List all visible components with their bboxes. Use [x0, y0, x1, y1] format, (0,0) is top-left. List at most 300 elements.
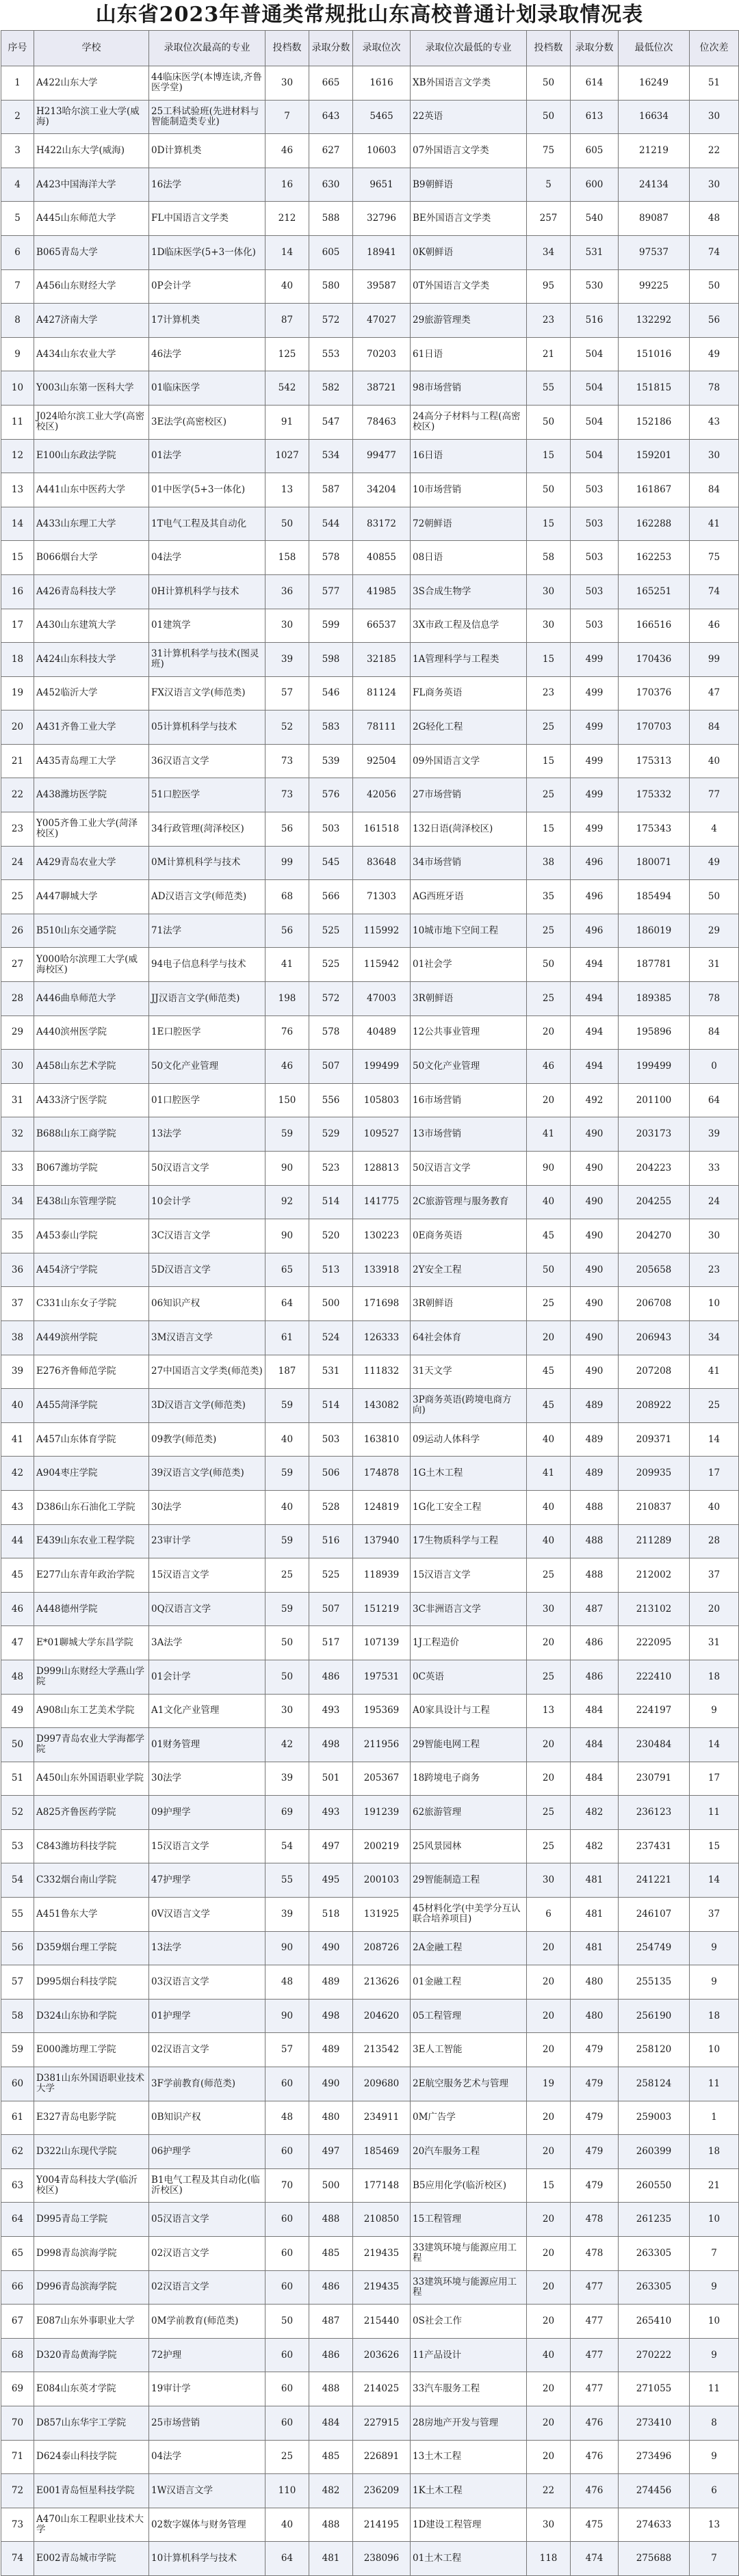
low-rank-cell: 170376 — [619, 676, 690, 711]
top-count-cell: 150 — [265, 1083, 309, 1117]
top-major-cell: 10会计学 — [149, 1185, 265, 1219]
row-index-cell: 73 — [1, 2508, 34, 2542]
low-count-cell: 20 — [527, 2440, 571, 2474]
low-major-cell: A0家具设计与工程 — [411, 1694, 527, 1728]
table-row — [1, 744, 739, 778]
row-index-cell: 2 — [1, 100, 34, 134]
school-name-cell: Y000哈尔滨理工大学(威海校区) — [34, 948, 149, 982]
top-rank-cell: 18941 — [353, 235, 411, 269]
low-major-cell: 62旅游管理 — [411, 1796, 527, 1830]
low-rank-cell: 261235 — [619, 2203, 690, 2237]
low-score-cell: 531 — [571, 235, 619, 269]
top-count-cell: 92 — [265, 1185, 309, 1219]
low-rank-cell: 263305 — [619, 2237, 690, 2271]
rank-diff-cell: 20 — [690, 1592, 739, 1626]
rank-diff-cell: 30 — [690, 168, 739, 202]
low-count-cell: 20 — [527, 1931, 571, 1965]
low-count-cell: 13 — [527, 1694, 571, 1728]
table-row — [1, 304, 739, 338]
school-name-cell: H422山东大学(威海) — [34, 134, 149, 168]
low-major-cell: 16市场营销 — [411, 1083, 527, 1117]
low-score-cell: 504 — [571, 337, 619, 371]
low-score-cell: 503 — [571, 609, 619, 643]
top-score-cell: 480 — [309, 2101, 353, 2135]
rank-diff-cell: 22 — [690, 134, 739, 168]
low-rank-cell: 236123 — [619, 1796, 690, 1830]
col-header-top-count: 投档数 — [265, 31, 309, 66]
top-score-cell: 489 — [309, 2033, 353, 2067]
low-score-cell: 484 — [571, 1762, 619, 1796]
row-index-cell: 24 — [1, 846, 34, 880]
rank-diff-cell: 49 — [690, 846, 739, 880]
low-score-cell: 484 — [571, 1694, 619, 1728]
low-score-cell: 499 — [571, 676, 619, 711]
top-score-cell: 486 — [309, 1660, 353, 1694]
top-major-cell: 02汉语言文学 — [149, 2270, 265, 2305]
table-row — [1, 1219, 739, 1253]
table-row — [1, 2406, 739, 2440]
top-rank-cell: 209680 — [353, 2067, 411, 2101]
school-name-cell: B688山东工商学院 — [34, 1117, 149, 1152]
top-rank-cell: 78111 — [353, 711, 411, 745]
row-index-cell: 59 — [1, 2033, 34, 2067]
top-rank-cell: 191239 — [353, 1796, 411, 1830]
low-rank-cell: 152186 — [619, 405, 690, 439]
top-score-cell: 507 — [309, 1592, 353, 1626]
top-count-cell: 40 — [265, 2508, 309, 2542]
low-rank-cell: 237431 — [619, 1829, 690, 1863]
low-rank-cell: 151815 — [619, 371, 690, 406]
top-count-cell: 42 — [265, 1728, 309, 1762]
row-index-cell: 8 — [1, 304, 34, 338]
low-rank-cell: 189385 — [619, 982, 690, 1016]
low-score-cell: 496 — [571, 880, 619, 914]
table-row — [1, 2203, 739, 2237]
school-name-cell: A448德州学院 — [34, 1592, 149, 1626]
school-name-cell: D999山东财经大学燕山学院 — [34, 1660, 149, 1694]
low-major-cell: 24高分子材料与工程(高密校区) — [411, 405, 527, 439]
row-index-cell: 62 — [1, 2135, 34, 2169]
school-name-cell: H213哈尔滨工业大学(威海) — [34, 100, 149, 134]
low-count-cell: 20 — [527, 2101, 571, 2135]
col-header-rank-diff: 位次差 — [690, 31, 739, 66]
school-name-cell: A430山东建筑大学 — [34, 609, 149, 643]
top-major-cell: 13法学 — [149, 1117, 265, 1152]
school-name-cell: A431齐鲁工业大学 — [34, 711, 149, 745]
top-count-cell: 55 — [265, 1863, 309, 1898]
top-rank-cell: 126333 — [353, 1320, 411, 1355]
low-rank-cell: 186019 — [619, 914, 690, 948]
top-major-cell: 05计算机科学与技术 — [149, 711, 265, 745]
top-count-cell: 90 — [265, 1152, 309, 1186]
low-count-cell: 20 — [527, 1965, 571, 2000]
row-index-cell: 5 — [1, 202, 34, 236]
low-rank-cell: 161867 — [619, 473, 690, 507]
low-count-cell: 15 — [527, 812, 571, 847]
top-count-cell: 60 — [265, 2203, 309, 2237]
top-rank-cell: 41985 — [353, 574, 411, 609]
row-index-cell: 39 — [1, 1355, 34, 1389]
top-major-cell: 3F学前教育(师范类) — [149, 2067, 265, 2101]
low-major-cell: 28房地产开发与管理 — [411, 2406, 527, 2440]
low-count-cell: 41 — [527, 1457, 571, 1491]
low-score-cell: 489 — [571, 1422, 619, 1457]
table-row — [1, 439, 739, 473]
top-rank-cell: 205367 — [353, 1762, 411, 1796]
low-major-cell: 13市场营销 — [411, 1117, 527, 1152]
table-row — [1, 1829, 739, 1863]
low-rank-cell: 187781 — [619, 948, 690, 982]
row-index-cell: 44 — [1, 1524, 34, 1558]
top-rank-cell: 234911 — [353, 2101, 411, 2135]
school-name-cell: B510山东交通学院 — [34, 914, 149, 948]
low-score-cell: 490 — [571, 1185, 619, 1219]
top-count-cell: 46 — [265, 134, 309, 168]
low-rank-cell: 165251 — [619, 574, 690, 609]
top-major-cell: 71法学 — [149, 914, 265, 948]
school-name-cell: A455菏泽学院 — [34, 1389, 149, 1423]
low-major-cell: 45材料化学(中美学分互认联合培养项目) — [411, 1898, 527, 1932]
top-score-cell: 507 — [309, 1050, 353, 1084]
low-major-cell: 05工程管理 — [411, 1999, 527, 2033]
low-major-cell: 61日语 — [411, 337, 527, 371]
top-count-cell: 125 — [265, 337, 309, 371]
table-row — [1, 1931, 739, 1965]
school-name-cell: D997青岛农业大学海都学院 — [34, 1728, 149, 1762]
rank-diff-cell: 17 — [690, 1457, 739, 1491]
table-row — [1, 1083, 739, 1117]
top-count-cell: 60 — [265, 2406, 309, 2440]
low-rank-cell: 263305 — [619, 2270, 690, 2305]
row-index-cell: 60 — [1, 2067, 34, 2101]
school-name-cell: E277山东青年政治学院 — [34, 1558, 149, 1593]
low-count-cell: 20 — [527, 2033, 571, 2067]
top-count-cell: 158 — [265, 541, 309, 575]
low-count-cell: 30 — [527, 574, 571, 609]
rank-diff-cell: 39 — [690, 1117, 739, 1152]
low-score-cell: 477 — [571, 2338, 619, 2372]
low-rank-cell: 180071 — [619, 846, 690, 880]
low-major-cell: 50文化产业管理 — [411, 1050, 527, 1084]
top-count-cell: 64 — [265, 1287, 309, 1321]
top-count-cell: 91 — [265, 405, 309, 439]
top-rank-cell: 66537 — [353, 609, 411, 643]
top-count-cell: 198 — [265, 982, 309, 1016]
rank-diff-cell: 11 — [690, 2067, 739, 2101]
school-name-cell: D324山东协和学院 — [34, 1999, 149, 2033]
col-header-top-score: 录取分数 — [309, 31, 353, 66]
low-score-cell: 479 — [571, 2135, 619, 2169]
low-count-cell: 15 — [527, 2168, 571, 2203]
low-score-cell: 516 — [571, 304, 619, 338]
low-count-cell: 30 — [527, 609, 571, 643]
row-index-cell: 6 — [1, 235, 34, 269]
top-rank-cell: 115942 — [353, 948, 411, 982]
top-major-cell: 13法学 — [149, 1931, 265, 1965]
low-count-cell: 40 — [527, 1524, 571, 1558]
rank-diff-cell: 21 — [690, 2168, 739, 2203]
low-score-cell: 496 — [571, 846, 619, 880]
top-rank-cell: 227915 — [353, 2406, 411, 2440]
top-count-cell: 542 — [265, 371, 309, 406]
low-rank-cell: 97537 — [619, 235, 690, 269]
row-index-cell: 23 — [1, 812, 34, 847]
low-major-cell: 09运动人体科学 — [411, 1422, 527, 1457]
table-row — [1, 269, 739, 304]
top-rank-cell: 203626 — [353, 2338, 411, 2372]
rank-diff-cell: 51 — [690, 66, 739, 101]
school-name-cell: E000潍坊理工学院 — [34, 2033, 149, 2067]
school-name-cell: D995青岛工学院 — [34, 2203, 149, 2237]
top-score-cell: 489 — [309, 1965, 353, 2000]
row-index-cell: 37 — [1, 1287, 34, 1321]
top-major-cell: 31计算机科学与技术(图灵班) — [149, 643, 265, 677]
top-count-cell: 99 — [265, 846, 309, 880]
top-rank-cell: 38721 — [353, 371, 411, 406]
top-score-cell: 588 — [309, 202, 353, 236]
low-rank-cell: 162288 — [619, 507, 690, 541]
top-count-cell: 76 — [265, 1015, 309, 1050]
top-rank-cell: 195369 — [353, 1694, 411, 1728]
low-rank-cell: 222410 — [619, 1660, 690, 1694]
top-rank-cell: 107139 — [353, 1626, 411, 1660]
low-rank-cell: 241221 — [619, 1863, 690, 1898]
rank-diff-cell: 25 — [690, 1389, 739, 1423]
top-major-cell: 1D临床医学(5+3一体化) — [149, 235, 265, 269]
school-name-cell: D320青岛黄海学院 — [34, 2338, 149, 2372]
low-score-cell: 478 — [571, 2203, 619, 2237]
top-rank-cell: 81124 — [353, 676, 411, 711]
table-row — [1, 2270, 739, 2305]
col-header-school: 学校 — [34, 31, 149, 66]
low-major-cell: 34市场营销 — [411, 846, 527, 880]
low-rank-cell: 175332 — [619, 778, 690, 812]
top-score-cell: 518 — [309, 1898, 353, 1932]
low-rank-cell: 162253 — [619, 541, 690, 575]
school-name-cell: A423中国海洋大学 — [34, 168, 149, 202]
rank-diff-cell: 15 — [690, 1829, 739, 1863]
col-header-low-rank: 最低位次 — [619, 31, 690, 66]
low-rank-cell: 246107 — [619, 1898, 690, 1932]
school-name-cell: A433山东理工大学 — [34, 507, 149, 541]
top-major-cell: 0H计算机科学与技术 — [149, 574, 265, 609]
top-score-cell: 556 — [309, 1083, 353, 1117]
row-index-cell: 49 — [1, 1694, 34, 1728]
low-major-cell: 1G土木工程 — [411, 1457, 527, 1491]
top-major-cell: 50汉语言文学 — [149, 1152, 265, 1186]
rank-diff-cell: 41 — [690, 507, 739, 541]
rank-diff-cell: 78 — [690, 982, 739, 1016]
row-index-cell: 47 — [1, 1626, 34, 1660]
low-major-cell: 3R朝鲜语 — [411, 982, 527, 1016]
top-count-cell: 16 — [265, 168, 309, 202]
top-count-cell: 90 — [265, 1931, 309, 1965]
low-major-cell: 3X市政工程及信息学 — [411, 609, 527, 643]
low-score-cell: 476 — [571, 2474, 619, 2508]
top-score-cell: 524 — [309, 1320, 353, 1355]
rank-diff-cell: 40 — [690, 1490, 739, 1524]
col-header-top-major: 录取位次最高的专业 — [149, 31, 265, 66]
top-rank-cell: 210850 — [353, 2203, 411, 2237]
low-rank-cell: 265410 — [619, 2305, 690, 2339]
low-score-cell: 488 — [571, 1490, 619, 1524]
row-index-cell: 63 — [1, 2168, 34, 2203]
low-rank-cell: 211289 — [619, 1524, 690, 1558]
low-major-cell: 15工程管理 — [411, 2203, 527, 2237]
school-name-cell: A453泰山学院 — [34, 1219, 149, 1253]
low-count-cell: 118 — [527, 2542, 571, 2576]
low-score-cell: 496 — [571, 914, 619, 948]
top-count-cell: 52 — [265, 711, 309, 745]
low-major-cell: 33建筑环境与能源应用工程 — [411, 2270, 527, 2305]
row-index-cell: 58 — [1, 1999, 34, 2033]
low-major-cell: 12公共事业管理 — [411, 1015, 527, 1050]
low-count-cell: 58 — [527, 541, 571, 575]
school-name-cell: E001青岛恒星科技学院 — [34, 2474, 149, 2508]
table-row — [1, 1524, 739, 1558]
top-major-cell: FL中国语言文学类 — [149, 202, 265, 236]
rank-diff-cell: 84 — [690, 473, 739, 507]
row-index-cell: 68 — [1, 2338, 34, 2372]
low-score-cell: 488 — [571, 1524, 619, 1558]
low-major-cell: 31天文学 — [411, 1355, 527, 1389]
school-name-cell: D322山东现代学院 — [34, 2135, 149, 2169]
top-rank-cell: 83172 — [353, 507, 411, 541]
school-name-cell: E087山东外事职业大学 — [34, 2305, 149, 2339]
low-major-cell: 08日语 — [411, 541, 527, 575]
top-rank-cell: 42056 — [353, 778, 411, 812]
row-index-cell: 16 — [1, 574, 34, 609]
low-major-cell: 01金融工程 — [411, 1965, 527, 2000]
top-major-cell: 02汉语言文学 — [149, 2033, 265, 2067]
low-major-cell: 64社会体育 — [411, 1320, 527, 1355]
top-count-cell: 68 — [265, 880, 309, 914]
low-rank-cell: 224197 — [619, 1694, 690, 1728]
low-major-cell: 2A金融工程 — [411, 1931, 527, 1965]
top-score-cell: 497 — [309, 1829, 353, 1863]
top-score-cell: 486 — [309, 2270, 353, 2305]
low-major-cell: B9朝鲜语 — [411, 168, 527, 202]
low-major-cell: 132日语(菏泽校区) — [411, 812, 527, 847]
low-rank-cell: 274456 — [619, 2474, 690, 2508]
top-score-cell: 513 — [309, 1253, 353, 1287]
low-count-cell: 50 — [527, 66, 571, 101]
low-count-cell: 20 — [527, 1015, 571, 1050]
top-major-cell: 02汉语言文学 — [149, 2237, 265, 2271]
top-count-cell: 212 — [265, 202, 309, 236]
top-count-cell: 41 — [265, 948, 309, 982]
top-major-cell: 25工科试验班(先进材料与智能制造类专业) — [149, 100, 265, 134]
table-row — [1, 1694, 739, 1728]
low-score-cell: 475 — [571, 2508, 619, 2542]
top-score-cell: 482 — [309, 2474, 353, 2508]
low-count-cell: 50 — [527, 100, 571, 134]
low-major-cell: 2E航空服务艺术与管理 — [411, 2067, 527, 2101]
top-major-cell: 02数字媒体与财务管理 — [149, 2508, 265, 2542]
row-index-cell: 33 — [1, 1152, 34, 1186]
rank-diff-cell: 28 — [690, 1524, 739, 1558]
top-major-cell: 01临床医学 — [149, 371, 265, 406]
table-row — [1, 1355, 739, 1389]
school-name-cell: A452临沂大学 — [34, 676, 149, 711]
low-major-cell: 29智能制造工程 — [411, 1863, 527, 1898]
top-rank-cell: 163810 — [353, 1422, 411, 1457]
low-count-cell: 20 — [527, 1728, 571, 1762]
low-score-cell: 605 — [571, 134, 619, 168]
low-major-cell: 25风景园林 — [411, 1829, 527, 1863]
row-index-cell: 65 — [1, 2237, 34, 2271]
top-score-cell: 525 — [309, 948, 353, 982]
low-count-cell: 20 — [527, 1762, 571, 1796]
rank-diff-cell: 14 — [690, 1422, 739, 1457]
rank-diff-cell: 14 — [690, 1728, 739, 1762]
low-major-cell: 11产品设计 — [411, 2338, 527, 2372]
rank-diff-cell: 9 — [690, 1965, 739, 2000]
rank-diff-cell: 37 — [690, 1898, 739, 1932]
low-score-cell: 499 — [571, 643, 619, 677]
top-count-cell: 50 — [265, 1660, 309, 1694]
school-name-cell: D857山东华宇工学院 — [34, 2406, 149, 2440]
low-count-cell: 20 — [527, 1999, 571, 2033]
top-major-cell: 0M学前教育(师范类) — [149, 2305, 265, 2339]
top-score-cell: 484 — [309, 2406, 353, 2440]
table-row — [1, 1660, 739, 1694]
top-rank-cell: 124819 — [353, 1490, 411, 1524]
row-index-cell: 22 — [1, 778, 34, 812]
top-rank-cell: 236209 — [353, 2474, 411, 2508]
low-score-cell: 490 — [571, 1355, 619, 1389]
low-major-cell: FL商务英语 — [411, 676, 527, 711]
table-row — [1, 1422, 739, 1457]
top-rank-cell: 151219 — [353, 1592, 411, 1626]
row-index-cell: 42 — [1, 1457, 34, 1491]
top-major-cell: 10计算机科学与技术 — [149, 2542, 265, 2576]
low-rank-cell: 271055 — [619, 2372, 690, 2406]
top-score-cell: 525 — [309, 914, 353, 948]
low-count-cell: 25 — [527, 1796, 571, 1830]
table-row — [1, 202, 739, 236]
low-score-cell: 479 — [571, 2101, 619, 2135]
table-row — [1, 880, 739, 914]
school-name-cell: A440滨州医学院 — [34, 1015, 149, 1050]
low-score-cell: 540 — [571, 202, 619, 236]
low-major-cell: 1D建设工程管理 — [411, 2508, 527, 2542]
low-count-cell: 50 — [527, 405, 571, 439]
top-rank-cell: 47027 — [353, 304, 411, 338]
top-rank-cell: 208726 — [353, 1931, 411, 1965]
rank-diff-cell: 24 — [690, 1185, 739, 1219]
rank-diff-cell: 9 — [690, 1931, 739, 1965]
table-row — [1, 1389, 739, 1423]
rank-diff-cell: 18 — [690, 1999, 739, 2033]
row-index-cell: 15 — [1, 541, 34, 575]
top-major-cell: 1T电气工程及其自动化 — [149, 507, 265, 541]
rank-diff-cell: 9 — [690, 2440, 739, 2474]
low-count-cell: 15 — [527, 439, 571, 473]
low-rank-cell: 258120 — [619, 2033, 690, 2067]
top-major-cell: 01建筑学 — [149, 609, 265, 643]
school-name-cell: A447聊城大学 — [34, 880, 149, 914]
table-row — [1, 914, 739, 948]
top-score-cell: 485 — [309, 2440, 353, 2474]
low-rank-cell: 209935 — [619, 1457, 690, 1491]
rank-diff-cell: 6 — [690, 2474, 739, 2508]
top-major-cell: 25市场营销 — [149, 2406, 265, 2440]
top-rank-cell: 109527 — [353, 1117, 411, 1152]
row-index-cell: 51 — [1, 1762, 34, 1796]
top-major-cell: 5D汉语言文学 — [149, 1253, 265, 1287]
low-major-cell: 10市场营销 — [411, 473, 527, 507]
